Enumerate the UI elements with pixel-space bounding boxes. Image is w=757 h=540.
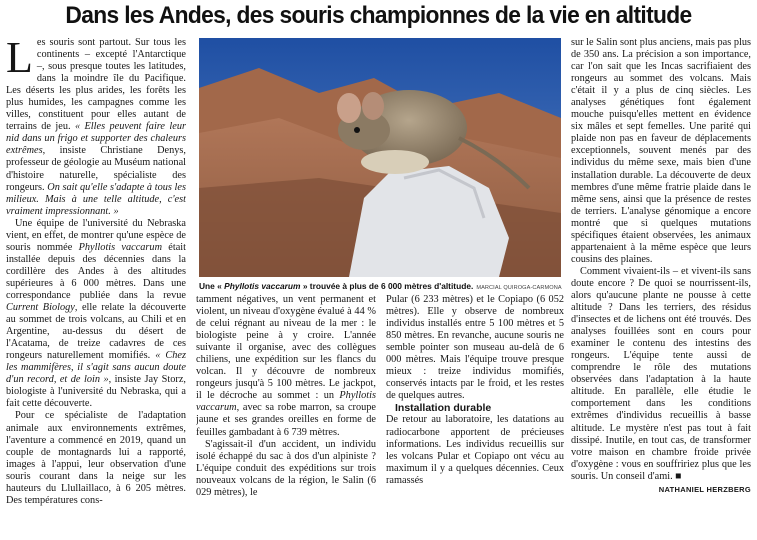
journal-name: Current Biology	[6, 302, 75, 314]
paragraph-5-cont: Pular (6 233 mètres) et le Copiapo (6 052 mètres). Elle y observe de nombreux individus installés entre 5 100 mètres et 5 850 mètres. En revanche, aucune souris ne semble pointer son museau au-delà de 6 000 mètres. Mais l'équipe trouve presque mieux : treize individus momifiés, conservés intacts par le froid, et les restes de quelques autres.	[386, 294, 564, 402]
article-photo	[199, 38, 561, 277]
mouse-ear	[337, 93, 361, 123]
headline: Dans les Andes, des souris championnes de la vie en altitude	[65, 2, 692, 29]
mouse-ear-2	[362, 92, 384, 120]
quote-2: On sait qu'elle s'adapte à tous les milieux. Mais à une telle altitude, c'est vraiment impressionnant. »	[6, 181, 186, 217]
byline-line	[571, 484, 751, 496]
article-text-column-3	[386, 294, 564, 540]
paragraph-6-start: De retour au laboratoire, les datations au radiocarbone apportent de précieuses informations. Les individus recueillis sur les volcans Pular et Copiapo ont vécu au maximum il y a quelques décennies. Ceux ramassés	[386, 414, 564, 486]
paragraph-intro	[6, 37, 186, 218]
byline: NATHANIEL HERZBERG	[658, 484, 751, 494]
end-mark: ■	[675, 470, 682, 482]
mouse-eye	[354, 127, 360, 133]
text-flow-1	[6, 37, 186, 507]
paragraph-3: Une équipe de l'université du Nebraska vient, en effet, de montrer qu'une espèce de souris nommée Phyllotis vaccarum était installée depuis des décennies dans la cordillère des Andes à des altitudes supérieures à 6 000 mètres. Dans une correspondance publiée dans la revue Current Biology, elle relate la découverte au sommet de trois volcans, au Chili et en Argentine, au-dessus du désert de l'Acatama, de treize cadavres de ces rongeurs naturellement momifiés. « Chez les mammifères, il s'agit sans aucun doute d'un record, et de loin », insiste Jay Storz, biologiste à l'université du Nebraska, qui a fait cette découverte.	[6, 217, 186, 410]
photo-illustration	[199, 38, 561, 277]
intro-text: es souris sont partout. Sur tous les continents – excepté l'Antarctique –, sous presque toutes les latitudes, dans la moindre île du Pacifique. Les déserts les plus arides, les forêts les plus humides, les campagnes comme les villes, constituent pour elles autant de terrains de jeu.	[6, 37, 186, 133]
attribution: , insiste Christiane Denys, professeur de géologie au Muséum national d'histoire naturelle, spécialiste des rongeurs.	[6, 145, 186, 193]
photo-credit: MARCIAL QUIROGA-CARMONA	[476, 285, 562, 291]
article-text-column-1	[6, 37, 186, 540]
species-name: Phyllotis vaccarum	[78, 241, 163, 253]
article-text-column-2	[196, 294, 376, 540]
paragraph-7: Comment vivaient-ils – et vivent-ils sans doute encore ? De quoi se nourrissent-ils, alors qu'aucune plante ne pousse à cette altitude ? Dans les terriers, des résidus d'insectes et de lichens ont été trouvés. Des analyses fouillées sont en cours pour examiner le contenu des intestins des rongeurs. L'équipe tente aussi de comprendre le rôle des mutations observées dans l'adaptation à la haute altitude. En parallèle, elle étudie le comportement dans les conditions extrêmes d'individus recueillis à basse altitude. Le mystère n'est pas tout à fait dissipé. Inutile, en tout cas, de transformer votre maison en chambre froide privée d'oxygène : vous en souffririez plus que les souris. Un conseil d'ami. ■	[571, 265, 751, 482]
subhead: Installation durable	[395, 402, 492, 415]
paragraph-4-start: Pour ce spécialiste de l'adaptation animale aux environnements extrêmes, l'aventure a commencé en 2019, quand un couple de montagnards lui a rapporté, images à l'appui, leur observation d'une souris courant dans la neige sur les hauteurs du Llullaillaco, à 6 205 mètres. Des températures cons-	[6, 410, 186, 506]
quote-3: « Chez les mammifères, il s'agit sans aucun doute d'un record, et de loin »	[6, 350, 186, 386]
article-text-column-4	[571, 37, 751, 540]
paragraph-5-start: S'agissait-il d'un accident, un individu isolé échappé du sac à dos d'un alpiniste ? L'équipe conduit des expéditions sur trois nouveaux volcans de la région, le Salin (6 029 mètres), le	[196, 438, 376, 498]
drop-cap: L	[6, 37, 33, 82]
quote-1: « Elles peuvent faire leur nid dans un frigo et supporter des chaleurs extrêmes	[6, 121, 186, 157]
paragraph-6-cont: sur le Salin sont plus anciens, mais pas plus de 350 ans. La précision a son importance, car l'on sait que les Incas sacrifiaient des rongeurs au sommet des volcans. Mais c'était il y a plus de cinq siècles. Les analyses génétiques font également mouche puisqu'elles mettent en évidence six mâles et sept femelles. Une parité qui plaide non pas en faveur de déplacements exceptionnels, souvent menés par des individus du même sexe, mais bien d'une installation durable. La découverte de deux membres d'une même fratrie plaide dans le même sens, ainsi que la présence de restes de terriers. L'analyse génomique a encore montré que si quelques mutations spécifiques étaient observées, les animaux appartenaient à la même espèce que leurs cousins des plaines.	[571, 37, 751, 265]
species-name-2: Phyllotis vaccarum	[196, 390, 376, 414]
caption-species: Phyllotis vaccarum	[224, 281, 301, 291]
photo-caption: Une « Phyllotis vaccarum » trouvée à plus de 6 000 mètres d'altitude. MARCIAL QUIROGA-CARMONA	[199, 281, 562, 291]
mouse-belly	[361, 150, 429, 174]
paragraph-4-cont: tamment négatives, un vent permanent et violent, un niveau d'oxygène évalué à 44 % de celui régnant au niveau de la mer : le biologiste peine à y croire. L'année suivante il organise, avec des collègues chiliens, une expédition sur les flancs du volcan. Il y découvre de nombreux rongeurs jusqu'à 5 100 mètres. Le jackpot, il le décroche au sommet : un Phyllotis vaccarum, avec sa robe marron, sa croupe jaune et ses grandes oreilles en forme de feuilles gambadant à 6 739 mètres.	[196, 294, 376, 438]
